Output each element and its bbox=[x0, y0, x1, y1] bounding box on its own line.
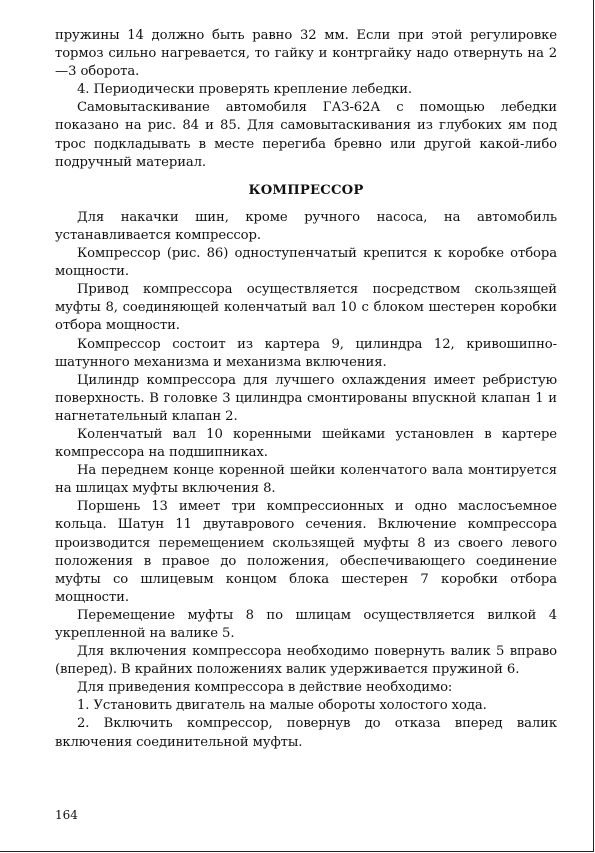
paragraph: Перемещение муфты 8 по шлицам осуществляется вилкой 4 укрепленной на валике 5. bbox=[55, 607, 557, 641]
paragraph: Коленчатый вал 10 коренными шейками установлен в картере компрессора на подшипниках. bbox=[55, 426, 557, 461]
paragraph: Поршень 13 имеет три компрессионных и одно маслосъемное кольца. Шатун 11 двутаврового сечения. Включение компрессора производится перемещением скользящей муфты 8 из своего левого положения в правое до положения, обеспечивающего соединение муфты со шлицевым концом блока шестерен 7 коробки отбора мощности. bbox=[55, 499, 557, 605]
paragraph: На переднем конце коренной шейки коленчатого вала монтируется на шлицах муфты включения 8. bbox=[55, 463, 557, 497]
section-heading: КОМПРЕССОР bbox=[248, 182, 364, 198]
paragraph: Для включения компрессора необходимо повернуть валик 5 вправо (вперед). В крайних положениях валик удерживается пружиной 6. bbox=[55, 644, 557, 678]
paragraph: Компрессор (рис. 86) одноступенчатый крепится к коробке отбора мощности. bbox=[55, 246, 557, 280]
page-number: 164 bbox=[55, 808, 78, 822]
paragraph: Привод компрессора осуществляется посредством скользящей муфты 8, соединяющей коленчатый вал 10 с блоком шестерен коробки отбора мощности. bbox=[55, 282, 557, 334]
paragraph: Компрессор состоит из картера 9, цилиндра 12, кривошипно-шатунного механизма и механизма включения. bbox=[55, 336, 557, 370]
paragraph: Цилиндр компрессора для лучшего охлаждения имеет ребристую поверхность. В головке 3 цилиндра смонтированы впускной клапан 1 и нагнетательный клапан 2. bbox=[55, 372, 557, 424]
paragraph: Для приведения компрессора в действие необходимо: bbox=[77, 680, 453, 696]
paragraph: 4. Периодически проверять крепление лебедки. bbox=[77, 82, 413, 98]
paragraph: пружины 14 должно быть равно 32 мм. Если при этой регулировке тормоз сильно нагревается, то гайку и контргайку надо отвернуть на 2—3 оборота. bbox=[55, 28, 557, 80]
paragraph: Самовытаскивание автомобиля ГАЗ-62А с помощью лебедки показано на рис. 84 и 85. Для самовытаскивания из глубоких ям под трос подкладывать в месте перегиба бревно или другой какой-либо подручный материал. bbox=[55, 100, 557, 170]
paragraph: Для накачки шин, кроме ручного насоса, на автомобиль устанавливается компрессор. bbox=[55, 209, 557, 243]
paragraph: 1. Установить двигатель на малые обороты холостого хода. bbox=[77, 698, 487, 714]
paragraph: 2. Включить компрессор, повернув до отказа вперед валик включения соединительной муфты. bbox=[55, 716, 557, 750]
page-body bbox=[55, 27, 557, 752]
